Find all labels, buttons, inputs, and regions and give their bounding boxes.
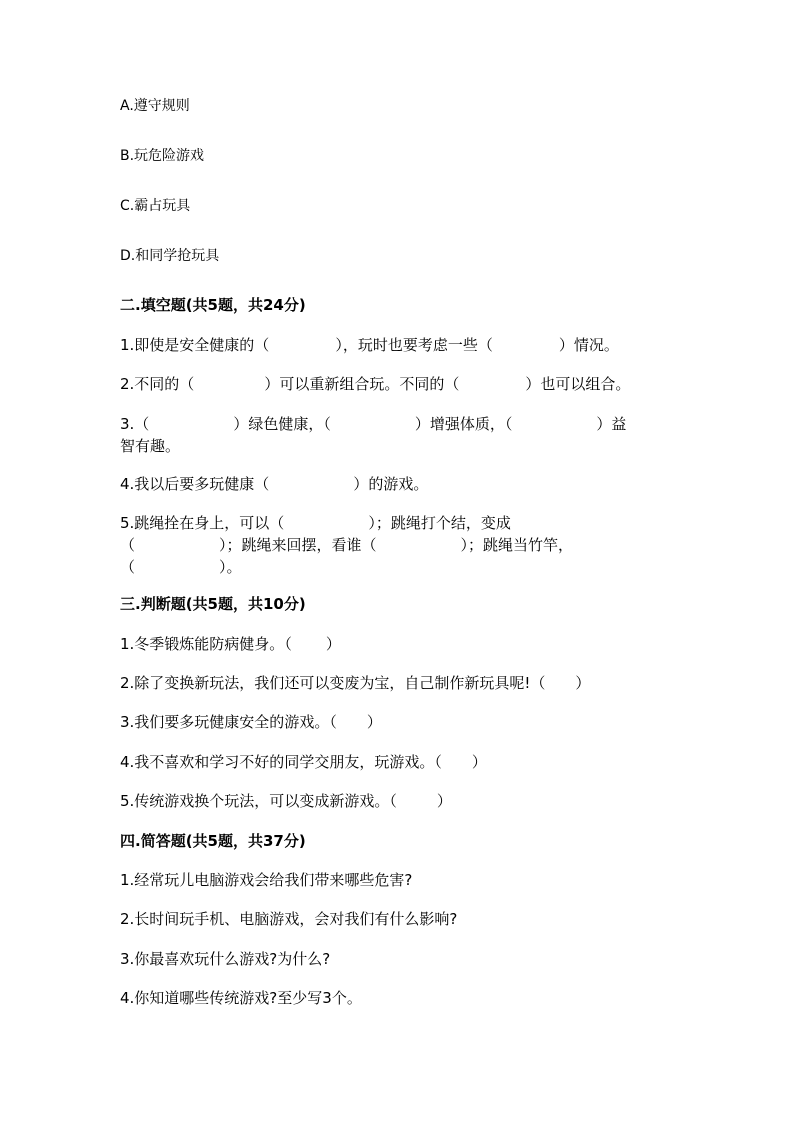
- judge-question-5: [120, 790, 680, 812]
- fill-q2-text-a: 2.不同的（: [120, 375, 195, 393]
- short-question-2: 2.长时间玩手机、电脑游戏，会对我们有什么影响?: [120, 910, 458, 928]
- fill-q4-text-b: ）的游戏。: [353, 475, 429, 493]
- fill-q3-text-a: 3.（: [120, 415, 150, 433]
- short-question-1: 1.经常玩儿电脑游戏会给我们带来哪些危害?: [120, 871, 413, 889]
- fill-q2-text-c: ）也可以组合。: [525, 375, 631, 393]
- fill-q3-text-b: ）绿色健康，（: [233, 415, 331, 433]
- fill-q1-text-c: ）情况。: [558, 336, 619, 354]
- fill-q5-text-e: ）；跳绳当竹竿，: [460, 536, 574, 554]
- fill-q3-text-c: ）增强体质，（: [414, 415, 513, 433]
- option-d: D.和同学抢玩具: [120, 248, 220, 264]
- short-question-4: 4.你知道哪些传统游戏?至少写3个。: [120, 989, 362, 1007]
- fill-q1-text-a: 1.即使是安全健康的（: [120, 336, 270, 354]
- fill-q5-text-a: 5.跳绳拴在身上，可以（: [120, 514, 285, 532]
- judge-q2-close: ）: [575, 674, 591, 692]
- fill-q5-text-f: （: [120, 558, 136, 576]
- fill-q4-text-a: 4.我以后要多玩健康（: [120, 475, 270, 493]
- judge-q2-text: 2.除了变换新玩法，我们还可以变废为宝，自己制作新玩具呢!（: [120, 674, 546, 692]
- fill-q3-text-e: 智有趣。: [120, 437, 181, 455]
- judge-q4-text: 4.我不喜欢和学习不好的同学交朋友，玩游戏。（: [120, 753, 442, 771]
- judge-question-3: [120, 711, 680, 733]
- section-title-judge: 三.判断题(共5题，共10分): [120, 595, 306, 613]
- judge-question-4: [120, 751, 680, 773]
- section-title-fill-blank: 二.填空题(共5题，共24分): [120, 296, 306, 314]
- fill-q5-text-b: ）；跳绳打个结，变成: [368, 514, 511, 532]
- fill-question-5: [120, 512, 680, 578]
- fill-question-2: [120, 373, 680, 395]
- judge-q1-close: ）: [325, 635, 341, 653]
- option-b: B.玩危险游戏: [120, 148, 205, 164]
- fill-question-4: [120, 473, 680, 495]
- fill-question-1: [120, 334, 680, 356]
- judge-q5-close: ）: [436, 792, 452, 810]
- judge-q4-close: ）: [471, 753, 487, 771]
- section-title-short-answer: 四.简答题(共5题，共37分): [120, 832, 306, 850]
- judge-q5-text: 5.传统游戏换个玩法，可以变成新游戏。（: [120, 792, 397, 810]
- judge-q1-text: 1.冬季锻炼能防病健身。（: [120, 635, 292, 653]
- fill-q3-text-d: ）益: [596, 415, 627, 433]
- fill-q1-text-b: ），玩时也要考虑一些（: [335, 336, 493, 354]
- judge-q3-text: 3.我们要多玩健康安全的游戏。（: [120, 713, 337, 731]
- fill-q5-text-g: ）。: [219, 558, 242, 576]
- short-question-3: 3.你最喜欢玩什么游戏?为什么?: [120, 950, 331, 968]
- fill-q2-text-b: ）可以重新组合玩。不同的（: [264, 375, 460, 393]
- judge-q3-close: ）: [366, 713, 382, 731]
- fill-q5-text-d: ）；跳绳来回摆，看谁（: [219, 536, 377, 554]
- option-a: A.遵守规则: [120, 98, 190, 114]
- judge-question-2: [120, 672, 680, 694]
- fill-question-3: [120, 413, 680, 457]
- fill-q5-text-c: （: [120, 536, 136, 554]
- judge-question-1: [120, 633, 680, 655]
- option-c: C.霸占玩具: [120, 198, 191, 214]
